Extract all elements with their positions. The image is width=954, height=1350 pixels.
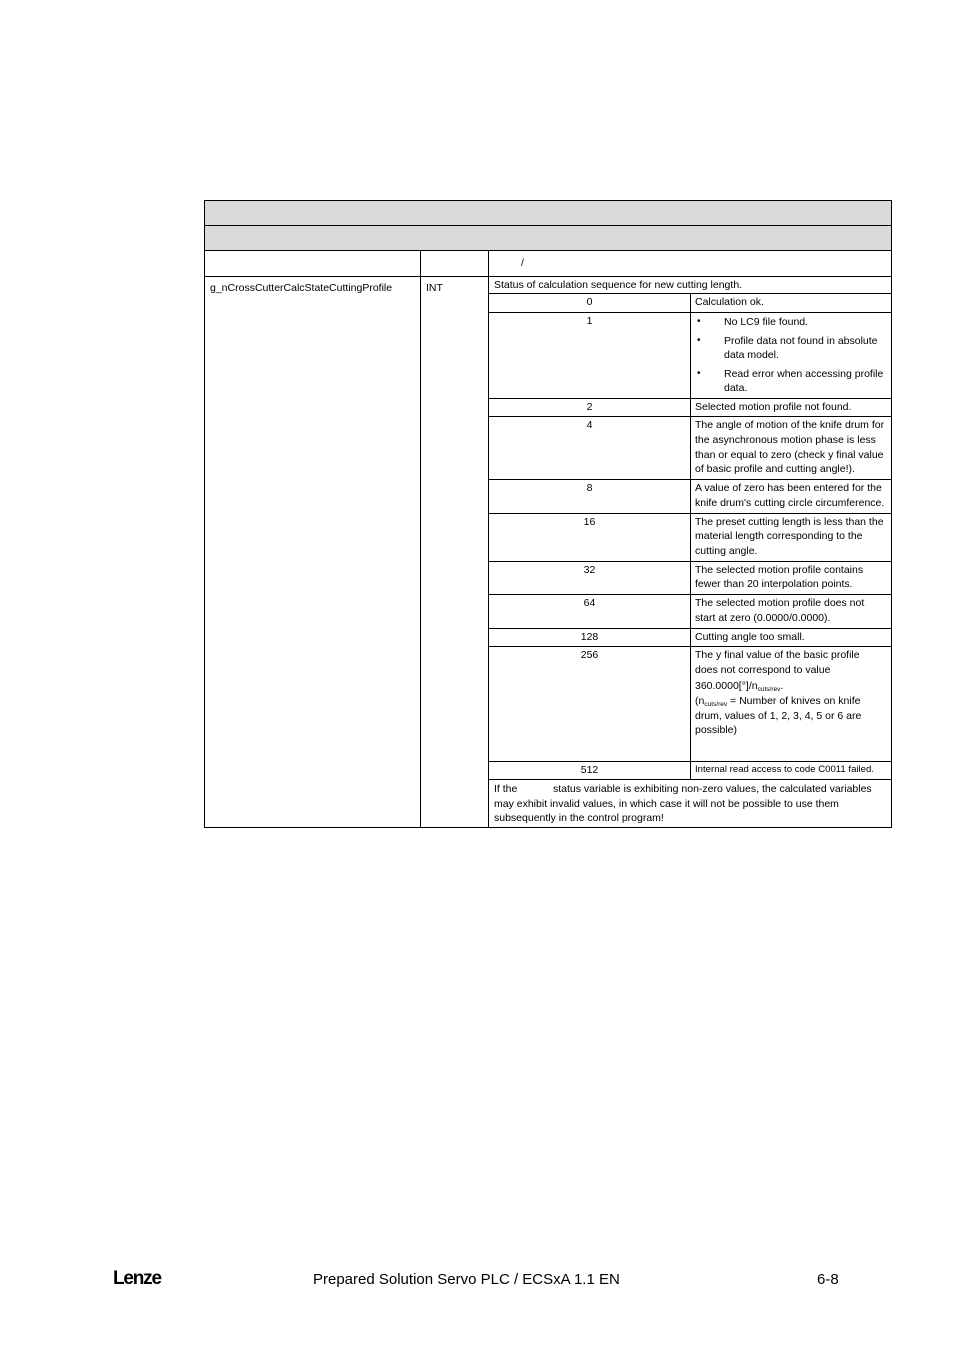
- page-number: 6-8: [817, 1271, 839, 1288]
- status-value: 8: [586, 482, 593, 494]
- header-slash: /: [521, 257, 524, 269]
- lenze-logo: Lenze: [113, 1268, 161, 1289]
- status-meaning: Cutting angle too small.: [695, 631, 805, 643]
- status-meaning: cutting angle.: [695, 545, 758, 557]
- status-meaning: possible): [695, 724, 738, 736]
- status-meaning: start at zero (0.0000/0.0000).: [695, 612, 831, 624]
- status-meaning: data.: [724, 382, 748, 394]
- footnote-rest: status variable is exhibiting non-zero values, the calculated variables: [553, 783, 872, 795]
- status-meaning: drum, values of 1, 2, 3, 4, 5 or 6 are: [695, 710, 862, 722]
- formula-suffix: .: [780, 680, 784, 692]
- status-meaning: Read error when accessing profile: [724, 368, 884, 380]
- status-meaning: knife drum's cutting circle circumference.: [695, 497, 885, 509]
- status-value: 32: [583, 564, 596, 576]
- status-value: 256: [580, 649, 599, 661]
- status-meaning: fewer than 20 interpolation points.: [695, 578, 853, 590]
- note-suffix: = Number of knives on knife: [727, 695, 861, 707]
- status-value: 512: [580, 764, 599, 776]
- bullet-icon: •: [697, 368, 701, 379]
- status-meaning: material length corresponding to the: [695, 530, 863, 542]
- status-value: 2: [586, 401, 593, 413]
- status-value: 4: [586, 419, 593, 431]
- status-meaning: Internal read access to code C0011 failed.: [695, 764, 875, 775]
- status-meaning: The preset cutting length is less than the: [695, 516, 884, 528]
- bullet-icon: •: [697, 335, 701, 346]
- document-title: Prepared Solution Servo PLC / ECSxA 1.1 EN: [313, 1271, 620, 1288]
- status-meaning: A value of zero has been entered for the: [695, 482, 882, 494]
- status-meaning: than or equal to zero (check y final value: [695, 449, 884, 461]
- data-type: INT: [426, 282, 443, 294]
- footnote-line: may exhibit invalid values, in which case it will not be possible to use them: [494, 798, 839, 810]
- status-meaning: The angle of motion of the knife drum for: [695, 419, 885, 431]
- status-meaning: No LC9 file found.: [724, 316, 809, 328]
- status-value: 128: [580, 631, 599, 643]
- table-title-bar: [205, 201, 891, 225]
- status-meaning: The selected motion profile does not: [695, 597, 865, 609]
- bullet-icon: •: [697, 316, 701, 327]
- footnote-start: If the: [494, 783, 518, 795]
- status-meaning: Profile data not found in absolute: [724, 335, 878, 347]
- status-meaning: data model.: [724, 349, 779, 361]
- status-meaning: The y final value of the basic profile: [695, 649, 860, 661]
- formula-prefix: 360.0000[°]/n: [695, 680, 758, 692]
- status-meaning: does not correspond to value: [695, 664, 831, 676]
- status-meaning: Calculation ok.: [695, 296, 764, 308]
- table-subtitle-bar: [205, 226, 891, 250]
- footnote-line: subsequently in the control program!: [494, 812, 664, 824]
- note-prefix: (n: [695, 695, 705, 707]
- note-subscript: cuts/rev: [704, 701, 728, 708]
- status-meaning: The selected motion profile contains: [695, 564, 864, 576]
- status-meaning: the asynchronous motion phase is less: [695, 434, 876, 446]
- status-meaning: Selected motion profile not found.: [695, 401, 852, 413]
- status-value: 64: [583, 597, 596, 609]
- status-value: 0: [586, 296, 593, 308]
- status-meaning: of basic profile and cutting angle!).: [695, 463, 855, 475]
- variable-name: g_nCrossCutterCalcStateCuttingProfile: [210, 282, 393, 294]
- variable-description: Status of calculation sequence for new cutting length.: [494, 279, 743, 291]
- status-value: 1: [586, 315, 593, 327]
- formula-subscript: cuts/rev: [757, 686, 781, 693]
- status-value: 16: [583, 516, 596, 528]
